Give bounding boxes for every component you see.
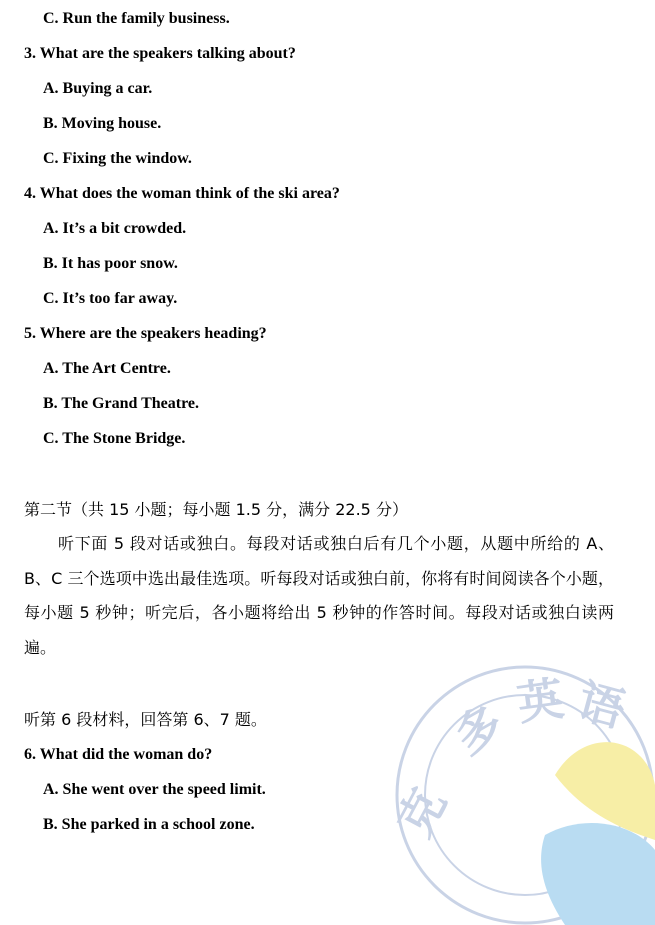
watermark-logo: [387, 665, 655, 925]
q3-option-b: B. Moving house.: [43, 115, 162, 132]
q4-option-a: A. It’s a bit crowded.: [43, 220, 187, 237]
svg-text:英: 英: [514, 671, 568, 731]
q5-option-a: A. The Art Centre.: [43, 360, 171, 377]
question-3: 3. What are the speakers talking about?: [24, 45, 296, 62]
question-4: 4. What does the woman think of the ski area?: [24, 185, 340, 202]
q5-option-b: B. The Grand Theatre.: [43, 395, 200, 412]
q6-option-b: B. She parked in a school zone.: [43, 816, 255, 833]
question-5: 5. Where are the speakers heading?: [24, 325, 267, 342]
question-6: 6. What did the woman do?: [24, 746, 213, 763]
q3-option-c: C. Fixing the window.: [43, 150, 192, 167]
q6-option-a: A. She went over the speed limit.: [43, 781, 266, 798]
section-2-instructions: 听下面 5 段对话或独白。每段对话或独白后有几个小题，从题中所给的 A、B、C 三个选项中选出最佳选项。听每段对话或独白前，你将有时间阅读各个小题，每小题 5 秒钟；听完后，各小题将给出 5 秒钟的作答时间。每段对话或独白读两遍。: [24, 534, 614, 657]
q5-option-c: C. The Stone Bridge.: [43, 430, 186, 447]
material-6-heading: 听第 6 段材料，回答第 6、7 题。: [24, 710, 267, 729]
svg-text:克: 克: [387, 779, 457, 846]
svg-text:语: 语: [572, 673, 631, 738]
q3-option-a: A. Buying a car.: [43, 80, 153, 97]
section-2-heading: 第二节（共 15 小题；每小题 1.5 分，满分 22.5 分）: [24, 500, 408, 519]
svg-text:多: 多: [445, 694, 513, 765]
q4-option-b: B. It has poor snow.: [43, 255, 178, 272]
q4-option-c: C. It’s too far away.: [43, 290, 178, 307]
q2-option-c: C. Run the family business.: [43, 10, 230, 27]
